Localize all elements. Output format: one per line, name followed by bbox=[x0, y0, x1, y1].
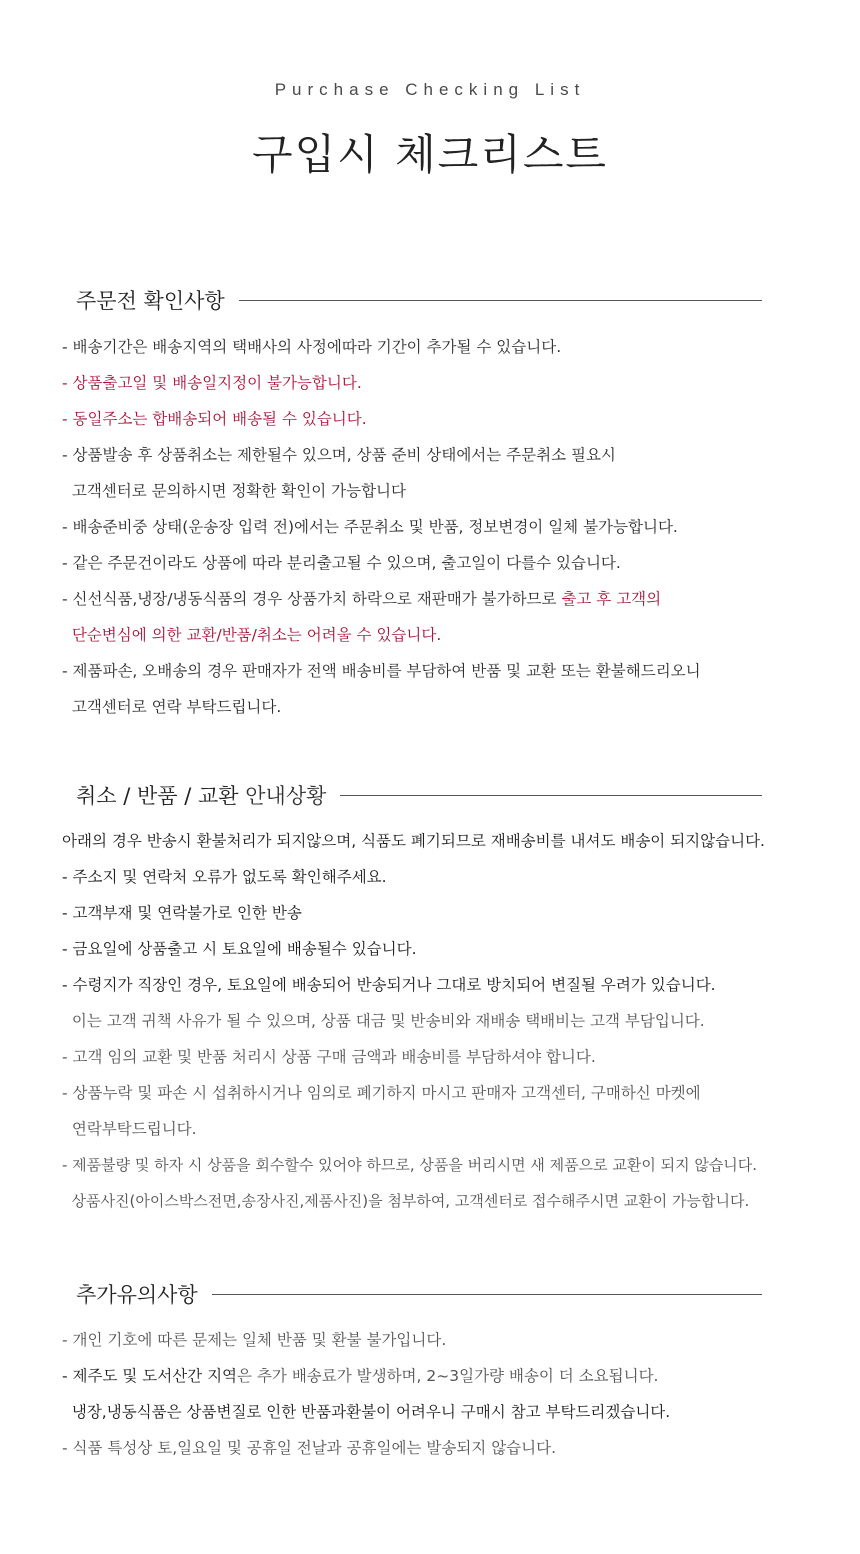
notice-text: - 신선식품,냉장/냉동식품의 경우 상품가치 하락으로 재판매가 불가하므로 bbox=[62, 590, 562, 608]
notice-text-highlight: 출고 후 고객의 bbox=[561, 590, 662, 608]
notice-line: - 배송준비중 상태(운송장 입력 전)에서는 주문취소 및 반품, 정보변경이 일체 불가능합니다. bbox=[62, 518, 678, 536]
page-title: 구입시 체크리스트 bbox=[252, 130, 608, 179]
section-header bbox=[76, 1278, 762, 1310]
notice-line: - 고객 임의 교환 및 반품 처리시 상품 구매 금액과 배송비를 부담하셔야 합니다. bbox=[62, 1048, 596, 1066]
notice-line-highlight: - 상품출고일 및 배송일지정이 불가능합니다. bbox=[62, 374, 362, 392]
section-header bbox=[76, 284, 762, 316]
notice-line: - 제품불량 및 하자 시 상품을 회수할수 있어야 하므로, 상품을 버리시면 새 제품으로 교환이 되지 않습니다. bbox=[62, 1156, 758, 1174]
notice-line: - 상품누락 및 파손 시 섭취하시거나 임의로 폐기하지 마시고 판매자 고객센터, 구매하신 마켓에 bbox=[62, 1084, 701, 1102]
section-divider bbox=[212, 1294, 762, 1295]
notice-line: - 제품파손, 오배송의 경우 판매자가 전액 배송비를 부담하여 반품 및 교환 또는 환불해드리오니 bbox=[62, 662, 701, 680]
notice-line: 연락부탁드립니다. bbox=[62, 1120, 197, 1138]
section-title: 주문전 확인사항 bbox=[76, 289, 225, 313]
section-title-light: 안내상황 bbox=[238, 784, 327, 808]
notice-line: - 같은 주문건이라도 상품에 따라 분리출고될 수 있으며, 출고일이 다를수 있습니다. bbox=[62, 554, 621, 572]
notice-line-highlight: - 동일주소는 합배송되어 배송될 수 있습니다. bbox=[62, 410, 367, 428]
section-title: 추가유의사항 bbox=[76, 1283, 198, 1307]
notice-text: 은 추가 배송료가 발생하며, 2~3일가량 배송이 더 소요됩니다. bbox=[237, 1367, 659, 1385]
notice-line: 고객센터로 연락 부탁드립니다. bbox=[62, 698, 282, 716]
notice-line bbox=[62, 588, 661, 610]
notice-line bbox=[62, 1365, 658, 1387]
notice-text-emphasis: - 제주도 및 도서산간 지역 bbox=[62, 1367, 238, 1385]
section-title-bold: 취소 / 반품 / 교환 bbox=[76, 784, 239, 808]
section-divider bbox=[340, 795, 762, 796]
notice-line: 상품사진(아이스박스전면,송장사진,제품사진)을 첨부하여, 고객센터로 접수해주시면 교환이 가능합니다. bbox=[62, 1192, 750, 1210]
notice-line: - 금요일에 상품출고 시 토요일에 배송될수 있습니다. bbox=[62, 940, 417, 958]
notice-line: - 주소지 및 연락처 오류가 없도록 확인해주세요. bbox=[62, 868, 387, 886]
notice-line: - 상품발송 후 상품취소는 제한될수 있으며, 상품 준비 상태에서는 주문취소 필요시 bbox=[62, 446, 616, 464]
notice-line: - 개인 기호에 따른 문제는 일체 반품 및 환불 불가입니다. bbox=[62, 1331, 447, 1349]
notice-line-highlight: 단순변심에 의한 교환/반품/취소는 어려울 수 있습니다. bbox=[62, 626, 442, 644]
notice-line: - 수령지가 직장인 경우, 토요일에 배송되어 반송되거나 그대로 방치되어 변질될 우려가 있습니다. bbox=[62, 976, 716, 994]
notice-line: 고객센터로 문의하시면 정확한 확인이 가능합니다 bbox=[62, 482, 406, 500]
section-divider bbox=[239, 300, 762, 301]
section-header bbox=[76, 779, 762, 811]
notice-line: 냉장,냉동식품은 상품변질로 인한 반품과환불이 어려우니 구매시 참고 부탁드리겠습니다. bbox=[62, 1403, 671, 1421]
notice-line: - 고객부재 및 연락불가로 인한 반송 bbox=[62, 904, 302, 922]
notice-line: - 배송기간은 배송지역의 택배사의 사정에따라 기간이 추가될 수 있습니다. bbox=[62, 338, 562, 356]
notice-line: - 식품 특성상 토,일요일 및 공휴일 전날과 공휴일에는 발송되지 않습니다. bbox=[62, 1439, 557, 1457]
notice-line: 아래의 경우 반송시 환불처리가 되지않으며, 식품도 폐기되므로 재배송비를 내셔도 배송이 되지않습니다. bbox=[62, 832, 765, 850]
section-title bbox=[76, 780, 326, 810]
notice-line: 이는 고객 귀책 사유가 될 수 있으며, 상품 대금 및 반송비와 재배송 택배비는 고객 부담입니다. bbox=[62, 1012, 705, 1030]
page-subtitle: Purchase Checking List bbox=[274, 80, 586, 99]
